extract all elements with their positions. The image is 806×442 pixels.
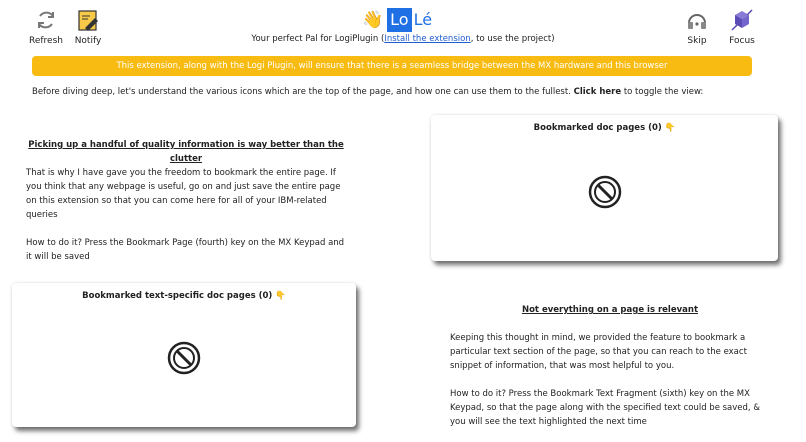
install-extension-link[interactable]: Install the extension xyxy=(384,34,471,44)
no-entry-icon xyxy=(588,175,622,209)
refresh-icon xyxy=(34,8,58,32)
refresh-label: Refresh xyxy=(29,36,63,46)
bookmarked-doc-pages-title: Bookmarked doc pages (0) 👇 xyxy=(533,123,676,133)
bookmark-text-heading: Not everything on a page is relevant xyxy=(521,305,699,315)
bookmarked-text-pages-card xyxy=(12,283,356,427)
bookmark-text-body: Keeping this thought in mind, we provided the feature to bookmark a particular text section of the page, so that you can reach to the exact snippet of information, that was most helpful to you. xyxy=(450,333,747,371)
brand-lo: Lo xyxy=(387,8,411,32)
skip-button[interactable] xyxy=(675,8,719,46)
bookmark-text-howto: How to do it? Press the Bookmark Text Fragment (sixth) key on the MX Keypad, so that the page along with the specified text could be saved, & you will see the text highlighted the next time xyxy=(450,389,760,427)
info-banner: This extension, along with the Logi Plugin, will ensure that there is a seamless bridge between the MX hardware and this browser xyxy=(32,56,752,76)
tagline-before: Your perfect Pal for LogiPlugin ( xyxy=(251,34,385,44)
bookmarked-text-pages-title: Bookmarked text-specific doc pages (0) 👇 xyxy=(82,291,286,301)
focus-label: Focus xyxy=(729,36,755,46)
notify-icon xyxy=(76,8,100,32)
waving-hand-icon: 👋 xyxy=(362,10,384,30)
headphones-icon xyxy=(685,8,709,32)
intro-text xyxy=(32,87,772,97)
no-entry-icon xyxy=(167,341,201,375)
bookmark-text-info xyxy=(450,303,770,429)
brand-le: Lé xyxy=(413,10,433,29)
brand-logo xyxy=(362,8,432,32)
skip-label: Skip xyxy=(687,36,707,46)
intro-after: to toggle the view: xyxy=(623,87,704,97)
bookmark-page-howto: How to do it? Press the Bookmark Page (fourth) key on the MX Keypad and it will be saved xyxy=(26,238,345,262)
bookmarked-doc-pages-card xyxy=(431,115,778,261)
tagline-after: , to use the project) xyxy=(470,34,555,44)
notify-label: Notify xyxy=(74,36,102,46)
focus-button[interactable] xyxy=(720,8,764,46)
bookmark-page-info xyxy=(26,138,346,264)
bookmark-page-body: That is why I have gave you the freedom to bookmark the entire page. If you think that any webpage is useful, go on and just save the entire page on this extension so that you can come here for all of your IBM-related queries xyxy=(26,168,341,220)
focus-icon xyxy=(730,8,754,32)
toggle-view-link[interactable]: Click here xyxy=(573,87,622,97)
bookmark-page-heading: Picking up a handful of quality information is way better than the clutter xyxy=(28,140,344,164)
intro-body: Before diving deep, let's understand the various icons which are the top of the page, and how one can use them to the fullest. xyxy=(32,87,571,97)
